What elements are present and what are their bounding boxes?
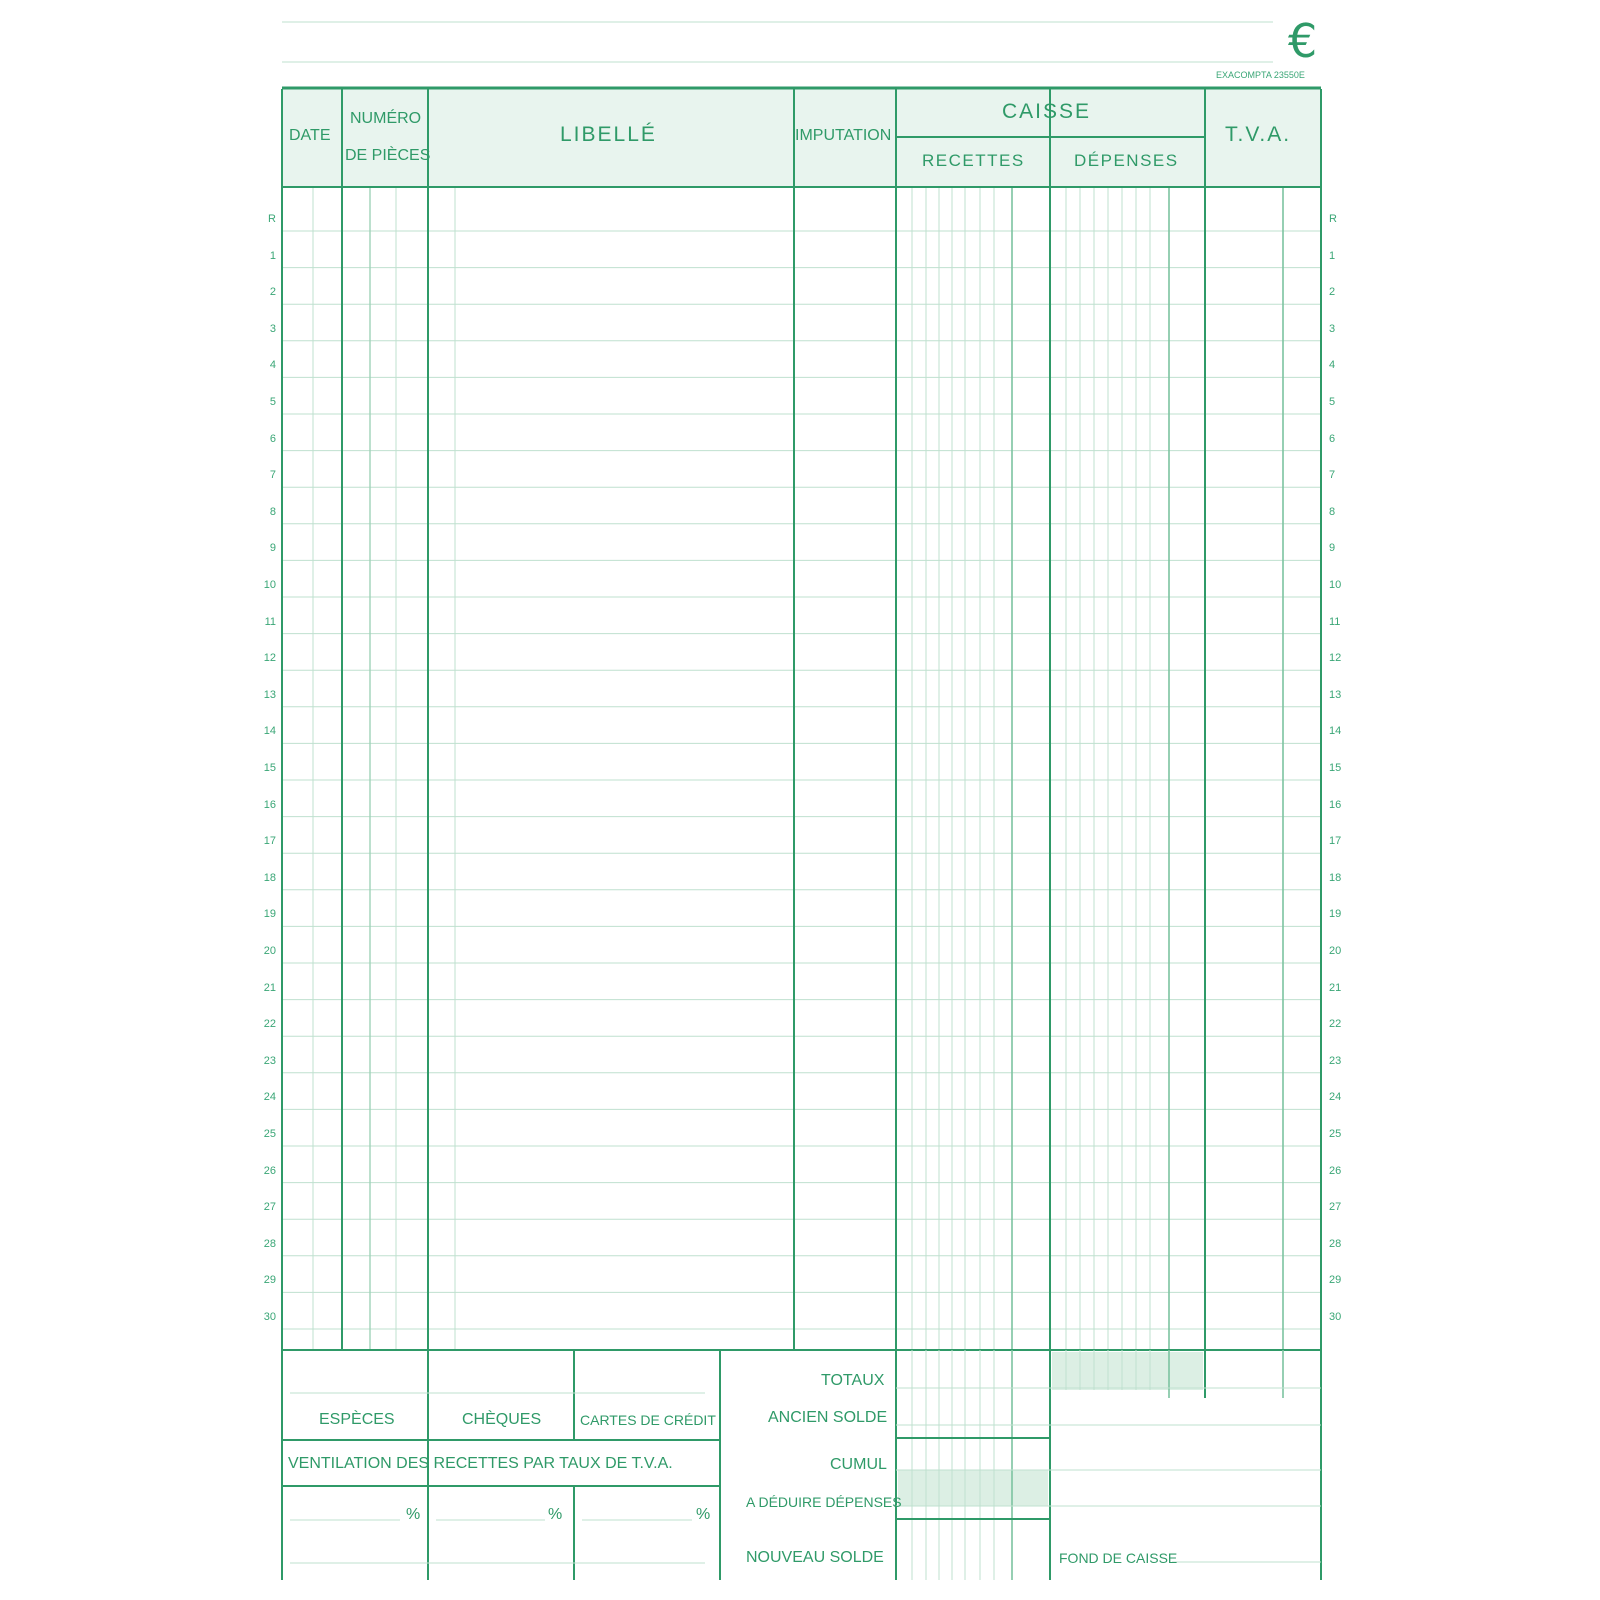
row-number-left: 23 (263, 1054, 276, 1067)
row-number-right: R (1329, 213, 1337, 225)
row-number-left: 16 (263, 798, 276, 811)
pct-2: % (548, 1506, 563, 1523)
row-number-left: 6 (269, 432, 276, 445)
row-number-left: 25 (263, 1128, 276, 1140)
row-number-right: 2 (1329, 286, 1336, 299)
pct-3: % (696, 1506, 711, 1523)
row-number-right: 8 (1329, 505, 1336, 518)
row-number-left: 27 (263, 1201, 276, 1214)
label-cartes-de-credit: CARTES DE CRÉDIT (580, 1412, 716, 1428)
row-number-left: 18 (263, 871, 276, 884)
label-especes: ESPÈCES (319, 1411, 395, 1428)
label-totaux: TOTAUX (821, 1372, 885, 1389)
header-tva: T.V.A. (1225, 123, 1292, 146)
row-number-right: 6 (1329, 432, 1336, 445)
row-number-right: 30 (1329, 1311, 1342, 1323)
row-number-left: 13 (263, 688, 276, 701)
header-recettes: RECETTES (922, 151, 1025, 170)
depenses-total-shade (1052, 1352, 1203, 1390)
header-libelle: LIBELLÉ (560, 123, 657, 146)
label-ancien-solde: ANCIEN SOLDE (768, 1409, 888, 1426)
row-number-left: 12 (263, 652, 276, 665)
row-number-left: 21 (263, 981, 276, 994)
row-number-right: 29 (1329, 1274, 1342, 1287)
label-a-deduire-depenses: A DÉDUIRE DÉPENSES (746, 1494, 902, 1510)
row-number-left: 5 (269, 396, 276, 408)
row-number-right: 22 (1329, 1018, 1342, 1031)
row-number-right: 24 (1329, 1091, 1342, 1104)
row-number-left: 24 (263, 1091, 276, 1104)
row-number-right: 19 (1329, 908, 1342, 921)
row-number-left: 3 (269, 322, 276, 335)
row-number-right: 10 (1329, 579, 1342, 591)
euro-icon: € (1288, 14, 1318, 68)
row-number-left: 19 (263, 908, 276, 921)
header-numero: NUMÉRO (350, 110, 422, 127)
row-number-right: 7 (1329, 469, 1336, 482)
row-number-right: 4 (1329, 359, 1336, 372)
row-number-right: 26 (1329, 1164, 1342, 1177)
row-number-right: 11 (1329, 615, 1341, 628)
label-ventilation: VENTILATION DES RECETTES PAR TAUX DE T.V.A. (288, 1455, 673, 1472)
label-nouveau-solde: NOUVEAU SOLDE (746, 1549, 884, 1566)
header-depenses: DÉPENSES (1074, 151, 1179, 170)
row-number-right: 27 (1329, 1201, 1342, 1214)
row-number-right: 16 (1329, 798, 1342, 811)
row-number-left: 26 (263, 1164, 276, 1177)
header-de-pieces: DE PIÈCES (345, 147, 431, 164)
row-number-right: 3 (1329, 322, 1336, 335)
row-number-right: 13 (1329, 688, 1342, 701)
row-number-left: 4 (269, 359, 276, 372)
row-number-right: 17 (1329, 835, 1342, 848)
row-number-left: 8 (269, 505, 276, 518)
row-number-left: 22 (263, 1018, 276, 1031)
row-number-left: 1 (269, 249, 276, 262)
row-number-right: 18 (1329, 871, 1342, 884)
row-number-right: 12 (1329, 652, 1342, 665)
row-number-left: 15 (263, 762, 276, 774)
row-number-right: 9 (1329, 542, 1336, 555)
row-number-left: 17 (263, 835, 276, 848)
row-number-left: 10 (263, 579, 276, 591)
row-number-right: 1 (1329, 249, 1336, 262)
row-number-left: 2 (269, 286, 276, 299)
brand-reference: EXACOMPTA 23550E (1216, 70, 1305, 80)
label-cheques: CHÈQUES (462, 1411, 542, 1428)
row-number-right: 14 (1329, 725, 1342, 738)
label-fond-de-caisse: FOND DE CAISSE (1059, 1550, 1178, 1566)
row-number-right: 21 (1329, 981, 1342, 994)
pct-1: % (406, 1506, 421, 1523)
row-number-right: 15 (1329, 762, 1342, 774)
row-number-left: 28 (263, 1237, 276, 1250)
row-number-right: 23 (1329, 1054, 1342, 1067)
row-number-left: 20 (263, 945, 276, 957)
header-imputation: IMPUTATION (795, 127, 892, 144)
row-number-left: 14 (263, 725, 276, 738)
deduire-shade (898, 1470, 1048, 1506)
row-number-left: 7 (269, 469, 276, 482)
row-number-right: 5 (1329, 396, 1336, 408)
row-number-left: 30 (263, 1311, 276, 1323)
header-date: DATE (289, 127, 331, 144)
row-number-left: 29 (263, 1274, 276, 1287)
label-cumul: CUMUL (830, 1456, 887, 1473)
row-number-left: 11 (264, 615, 276, 628)
row-number-left: R (268, 213, 276, 225)
row-number-right: 28 (1329, 1237, 1342, 1250)
row-number-right: 25 (1329, 1128, 1342, 1140)
row-number-left: 9 (269, 542, 276, 555)
header-caisse: CAISSE (1002, 100, 1092, 123)
row-number-right: 20 (1329, 945, 1342, 957)
